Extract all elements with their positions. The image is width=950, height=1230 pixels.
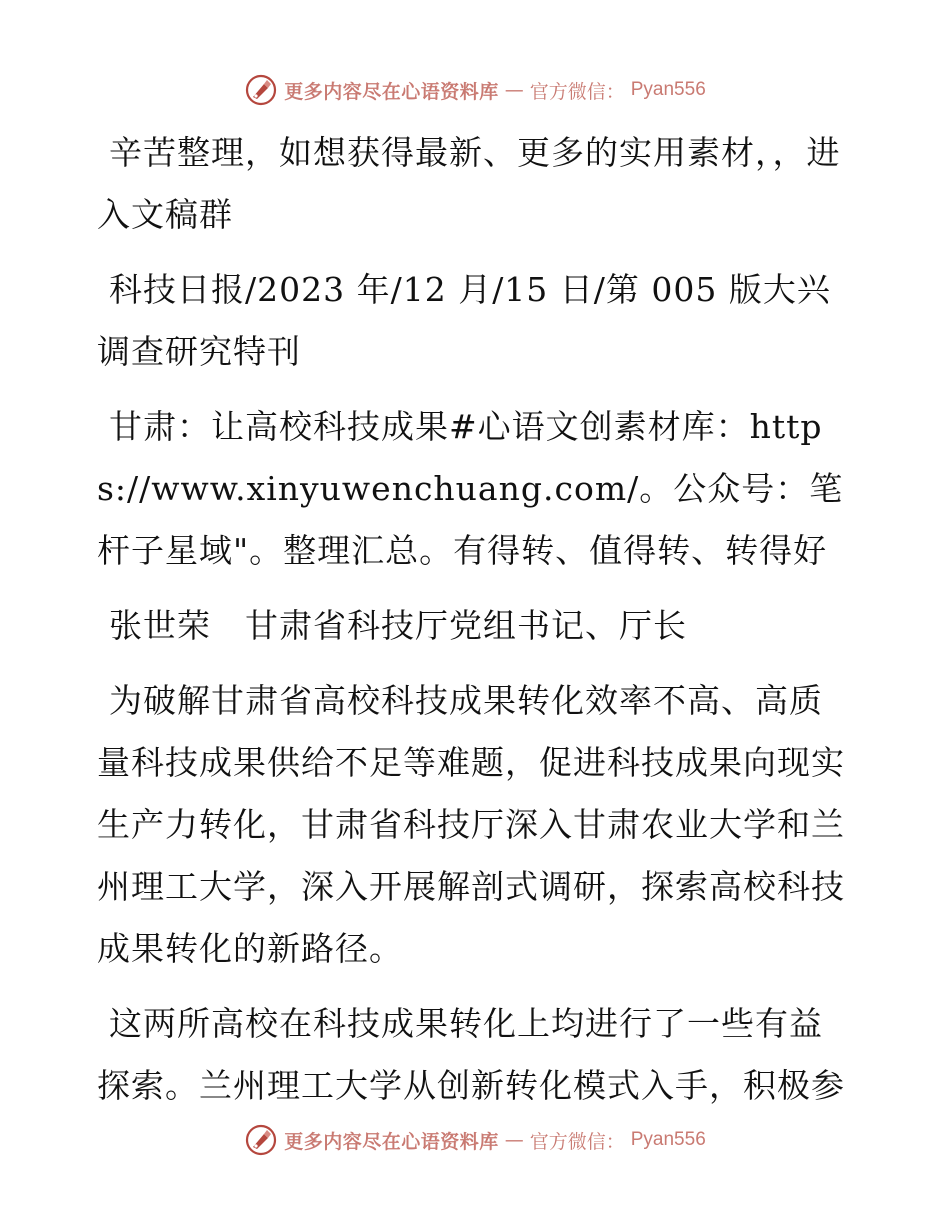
watermark-separator: — [504,79,524,101]
watermark-text: 更多内容尽在心语资料库 [284,80,499,103]
body-paragraph: 为破解甘肃省高校科技成果转化效率不高、高质量科技成果供给不足等难题，促进科技成果向现实生产力转化，甘肃省科技厅深入甘肃农业大学和兰州理工大学，深入开展解剖式调研，探索高校科技成果转化的新路径。 [97,681,845,968]
watermark-separator: — [504,1129,524,1151]
intro-paragraph: 辛苦整理，如想获得最新、更多的实用素材，，进入文稿群 [97,133,841,234]
source-line: 科技日报/2023 年/12 月/15 日/第 005 版大兴调查研究特刊 [97,270,831,371]
pen-nib-icon [244,1123,278,1157]
header-watermark [0,70,950,110]
body-paragraph: 这两所高校在科技成果转化上均进行了一些有益探索。兰州理工大学从创新转化模式入手，积极参 [97,1004,845,1105]
wechat-id: Pyan556 [630,1129,706,1150]
author-line: 张世荣 甘肃省科技厅党组书记、厅长 [109,606,687,645]
article-title: 甘肃：让高校科技成果#心语文创素材库：https://www.xinyuwenchuang.com/。公众号：笔杆子星域"。整理汇总。有得转、值得转、转得好 [97,407,844,570]
wechat-id: Pyan556 [630,79,706,100]
wechat-label: 官方微信： [529,1130,625,1153]
watermark-text: 更多内容尽在心语资料库 [284,1130,499,1153]
wechat-label: 官方微信： [529,80,625,103]
pen-nib-icon [244,73,278,107]
document-body [97,122,853,1130]
footer-watermark [0,1120,950,1160]
